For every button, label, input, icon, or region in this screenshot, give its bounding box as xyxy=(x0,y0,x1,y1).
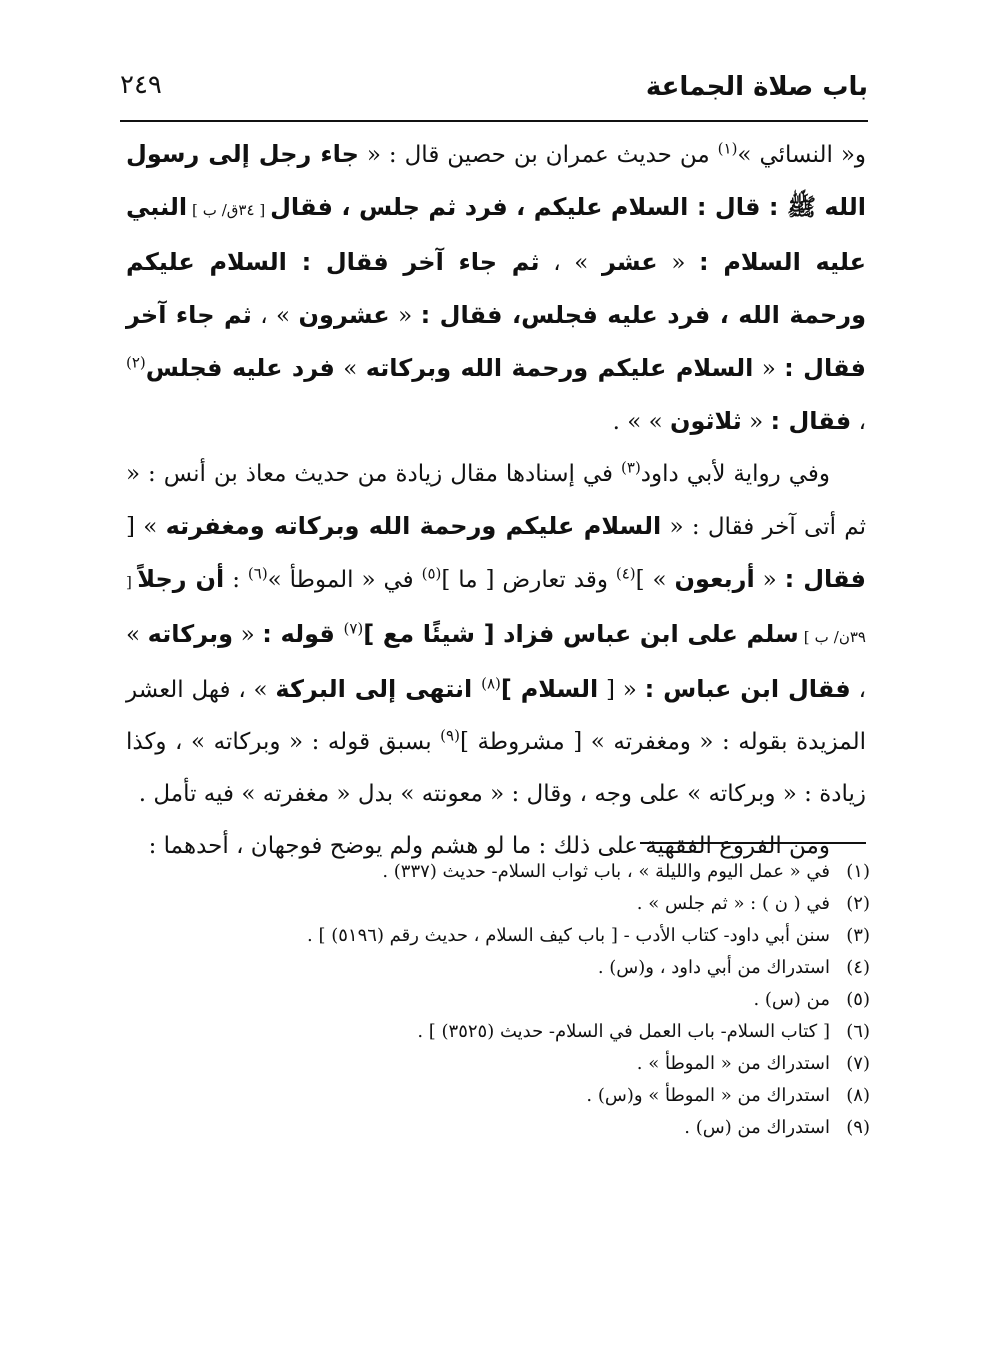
footnote-item xyxy=(160,920,870,952)
footnote-item xyxy=(160,1080,870,1112)
bold-text: النبي عليه السلام : xyxy=(126,193,867,276)
chapter-title: باب صلاة الجماعة xyxy=(645,72,868,102)
footnote-text: سنن أبي داود- كتاب الأدب - [ باب كيف السلام ، حديث رقم (٥١٩٦) ] . xyxy=(307,925,830,946)
text-span: » ، xyxy=(539,250,602,276)
bold-text: جاء رجل إلى رسول الله ﷺ : قال : السلام عليكم ، فرد ثم جلس ، فقال xyxy=(126,140,866,221)
text-span: « xyxy=(657,250,700,276)
footnote-number: (٣) xyxy=(846,925,870,946)
footnote-text: في « عمل اليوم والليلة » ، باب ثواب السلام- حديث (٣٣٧) . xyxy=(382,861,830,882)
bold-text: قوله : xyxy=(262,620,344,648)
bold-text: فقال : xyxy=(770,407,852,435)
text-span: « xyxy=(753,356,785,382)
footnote-text: [ كتاب السلام- باب العمل في السلام- حديث (٣٥٢٥) ] . xyxy=(417,1021,830,1042)
bold-text: أن رجلاً xyxy=(137,565,225,593)
text-span: وفي رواية لأبي داود xyxy=(640,461,831,487)
bold-text: السلام عليكم ورحمة الله وبركاته ومغفرته xyxy=(165,512,662,540)
bold-text: انتهى إلى البركة xyxy=(275,675,482,703)
footnote-ref-3: (٣) xyxy=(621,458,641,477)
footnote-ref-8: (٨) xyxy=(481,674,501,693)
footnote-item xyxy=(160,952,870,984)
footnote-item xyxy=(160,984,870,1016)
footnote-item xyxy=(160,1016,870,1048)
footnote-ref-1: (١) xyxy=(717,139,738,158)
bold-text: عشرون xyxy=(298,301,390,329)
footnote-number: (٩) xyxy=(846,1117,870,1138)
text-span: » ، xyxy=(251,303,299,329)
footnote-number: (٧) xyxy=(846,1053,870,1074)
text-span: » [ xyxy=(126,514,166,540)
footnote-rule xyxy=(640,842,866,844)
footnote-ref-6: (٦) xyxy=(247,564,268,583)
bold-text: السلام ] xyxy=(500,675,599,703)
bold-text: سلم على ابن عباس فزاد [ شيئًا مع ] xyxy=(363,620,799,648)
page-number: ٢٤٩ xyxy=(120,70,162,100)
bold-text: أربعون xyxy=(674,565,755,593)
text-span: في إسنادها مقال زيادة من حديث معاذ بن أنس : « ثم أتى آخر فقال : « xyxy=(126,461,866,540)
footnote-number: (٨) xyxy=(846,1085,870,1106)
text-span: ، xyxy=(851,409,866,435)
bold-text: ثم جاء آخر فقال : السلام عليكم ورحمة الله ، فرد عليه فجلس، فقال : xyxy=(126,248,866,329)
footnote-item xyxy=(160,888,870,920)
footnote-number: (٤) xyxy=(846,957,870,978)
footnote-ref-7: (٧) xyxy=(343,619,364,638)
footnote-number: (٥) xyxy=(846,989,870,1010)
text-span: « xyxy=(754,567,785,593)
text-span: وقد تعارض [ ما ] xyxy=(441,567,616,593)
paragraph-2 xyxy=(126,448,866,820)
text-span: » ] xyxy=(635,567,675,593)
bold-text: ثم جاء آخر فقال : xyxy=(126,301,867,382)
paragraph-3: ومن الفروع الفقهية على ذلك : ما لو هشم ولم يوضح فوجهان ، أحدهما : xyxy=(148,833,830,859)
bold-text: ثلاثون xyxy=(670,407,742,435)
footnote-item xyxy=(160,1112,870,1144)
footnote-ref-9: (٩) xyxy=(440,726,460,745)
footnote-text: في ( ن ) : « ثم جلس » . xyxy=(636,893,830,914)
text-span: » ، فهل العشر المزيدة بقوله : « ومغفرته » [ مشروطة ] xyxy=(126,677,866,755)
text-span: » ، xyxy=(126,622,867,703)
text-span: : xyxy=(224,567,248,593)
bold-text: وبركاته xyxy=(147,620,234,648)
text-span: « xyxy=(741,409,771,435)
footnote-item xyxy=(160,856,870,888)
bold-text: فرد عليه فجلس xyxy=(145,354,335,382)
bold-text: السلام عليكم ورحمة الله وبركاته xyxy=(365,354,754,382)
bold-text: فقال ابن عباس : xyxy=(644,675,851,703)
footnote-text: استدراك من « الموطأ » . xyxy=(636,1053,830,1074)
text-span: بسبق قوله : « وبركاته » ، وكذا زيادة : « وبركاته » على وجه ، وقال : « معونته » بدل « مغفرته » فيه تأمل . xyxy=(126,729,866,807)
text-span: « xyxy=(233,622,263,648)
footnotes xyxy=(160,856,870,1144)
text-span: » » . xyxy=(612,409,670,435)
bold-text: عشر xyxy=(601,248,658,276)
footnote-number: (٢) xyxy=(846,893,870,914)
text-span: من حديث عمران بن حصين قال : « xyxy=(358,142,718,168)
footnote-ref-2: (٢) xyxy=(126,353,146,372)
footnote-text: من (س) . xyxy=(753,989,830,1010)
footnote-text: استدراك من (س) . xyxy=(684,1117,830,1138)
manuscript-marker: [ ٣٤ق/ ب ] xyxy=(187,201,271,219)
footnote-text: استدراك من « الموطأ » و(س) . xyxy=(586,1085,830,1106)
text-span: « [ xyxy=(598,677,645,703)
footnote-number: (٦) xyxy=(846,1021,870,1042)
manuscript-marker: [ ٣٩ن/ ب ] xyxy=(126,573,866,646)
footnote-ref-4: (٤) xyxy=(615,564,636,583)
text-span: » xyxy=(334,356,366,382)
paragraph-1 xyxy=(126,128,866,448)
text-span: « xyxy=(389,303,421,329)
body-text xyxy=(126,128,866,872)
footnote-number: (١) xyxy=(846,861,870,882)
footnote-item xyxy=(160,1048,870,1080)
header-rule xyxy=(120,120,868,122)
text-span: و« النسائي » xyxy=(737,142,867,168)
page-header xyxy=(120,66,868,118)
bold-text: فقال : xyxy=(784,565,867,593)
text-span: في « الموطأ » xyxy=(267,567,422,593)
footnote-text: استدراك من أبي داود ، و(س) . xyxy=(597,957,830,978)
footnote-ref-5: (٥) xyxy=(421,564,442,583)
